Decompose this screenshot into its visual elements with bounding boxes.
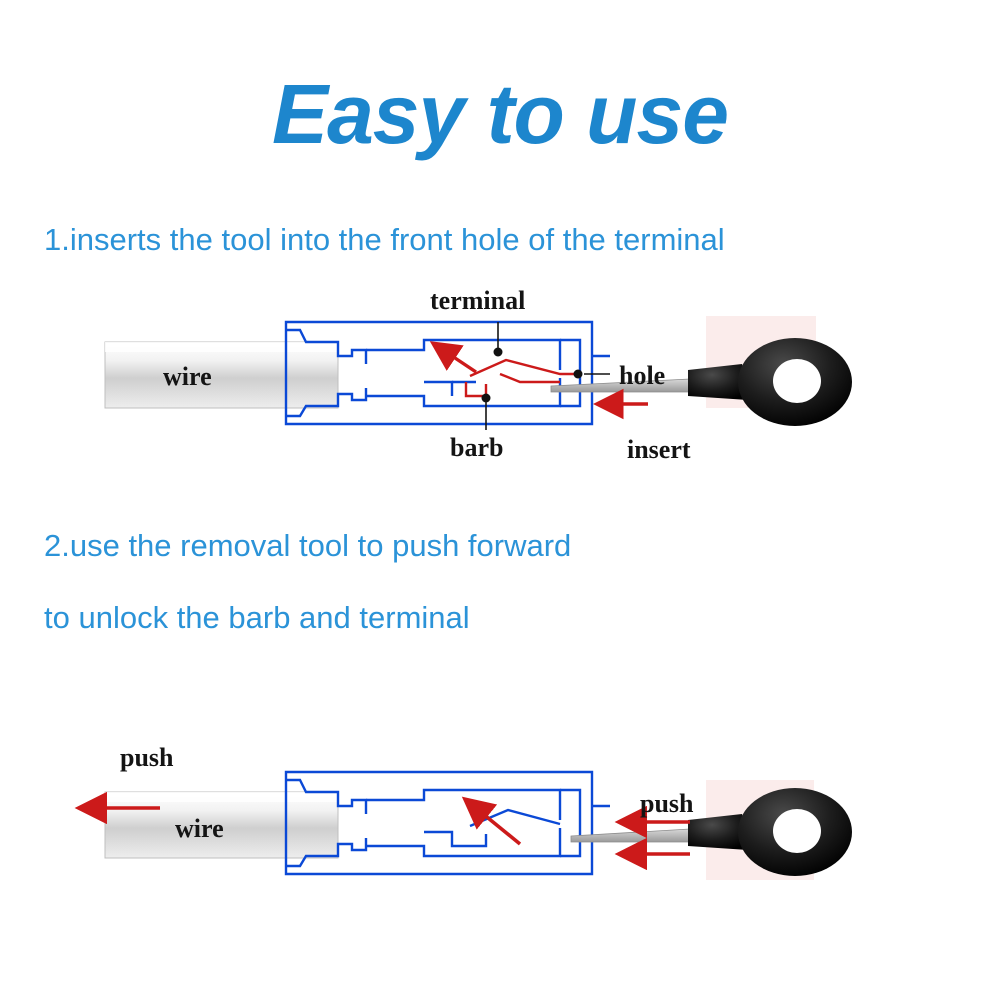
step-1-text: 1.inserts the tool into the front hole of the terminal: [44, 222, 725, 257]
arrow-terminal: [434, 344, 476, 372]
label-push-wire: push: [120, 743, 174, 772]
label-wire: wire: [163, 362, 212, 391]
label-insert: insert: [627, 435, 691, 464]
step-2-text-line-1: 2.use the removal tool to push forward: [44, 528, 572, 563]
insert-tool-diagram: [0, 278, 1000, 488]
label-wire: wire: [175, 814, 224, 843]
hole-dot: [574, 370, 583, 379]
label-terminal: terminal: [430, 286, 526, 315]
push-forward-diagram: [0, 720, 1000, 930]
arrow-unlock-barb: [466, 800, 520, 844]
wire-graphic: [105, 342, 338, 408]
terminal-dot: [494, 348, 503, 357]
step-2-text-line-2: to unlock the barb and terminal: [44, 600, 470, 635]
barb-dot: [482, 394, 491, 403]
removal-tool: [551, 338, 852, 426]
page-title: Easy to use: [272, 67, 728, 161]
label-barb: barb: [450, 433, 504, 462]
label-hole: hole: [619, 361, 666, 390]
label-push-tool: push: [640, 789, 694, 818]
